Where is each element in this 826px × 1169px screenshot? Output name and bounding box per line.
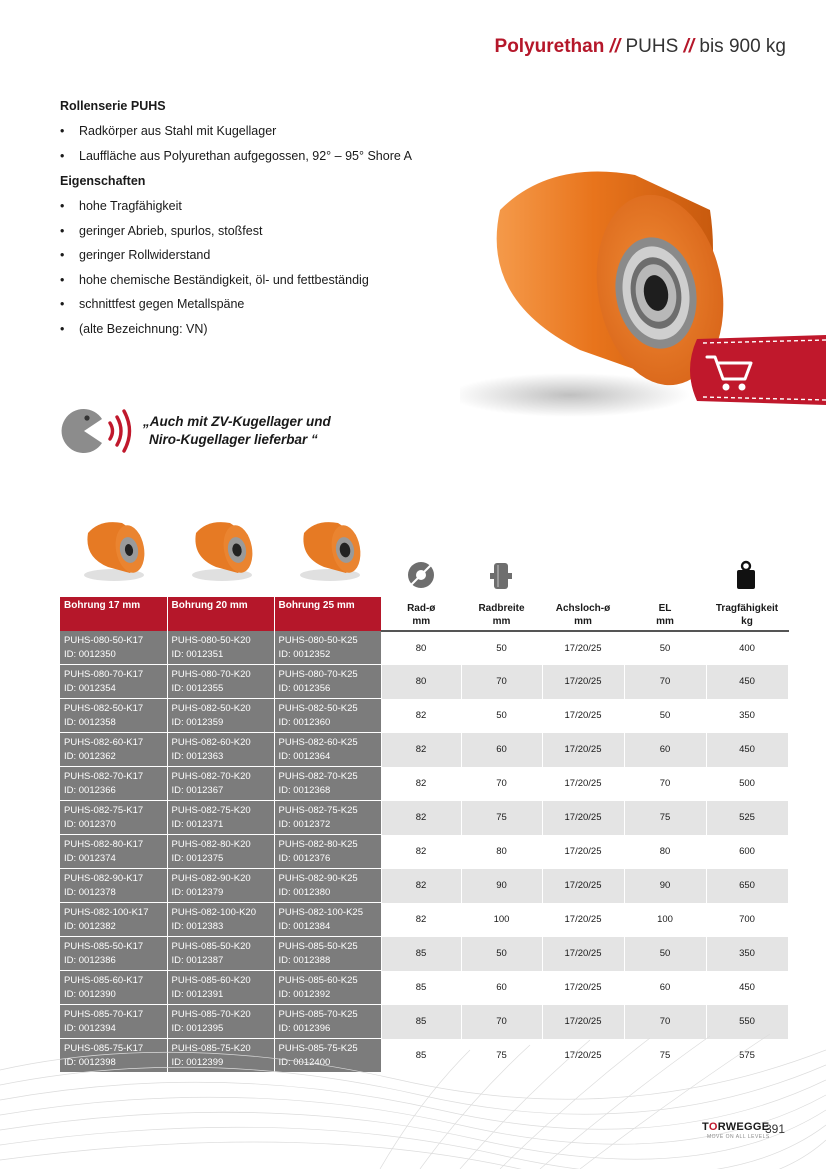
article-id: ID: 0012363 (171, 750, 224, 762)
list-item (60, 292, 460, 317)
axle-bore-value: 17/20/25 (542, 835, 624, 869)
wheel-width-value: 75 (461, 801, 542, 835)
article-cell (274, 801, 381, 835)
article-cell (167, 835, 274, 869)
load-capacity-value: 350 (706, 937, 788, 971)
article-id: ID: 0012380 (278, 886, 331, 898)
wheel-diameter-value: 85 (381, 1005, 461, 1039)
article-id: ID: 0012356 (278, 682, 331, 694)
article-id: ID: 0012350 (64, 648, 116, 660)
article-id: ID: 0012354 (64, 682, 116, 694)
article-id: ID: 0012360 (278, 716, 331, 728)
list-item-text: hohe Tragfähigkeit (79, 199, 182, 213)
bullet: • (60, 248, 65, 262)
article-cell (274, 937, 381, 971)
page-number: 391 (765, 1122, 786, 1136)
article-cell (60, 971, 167, 1005)
list-item (60, 144, 460, 169)
shopping-cart-icon[interactable] (683, 333, 826, 407)
article-number: PUHS-082-100-K17 (64, 906, 149, 918)
article-number: PUHS-080-50-K25 (278, 634, 358, 646)
article-number: PUHS-082-90-K20 (171, 872, 251, 884)
article-id: ID: 0012378 (64, 886, 116, 898)
brand-text: RWEGGE (717, 1121, 770, 1133)
article-number: PUHS-085-75-K17 (64, 1042, 144, 1054)
article-number: PUHS-082-100-K25 (278, 906, 363, 918)
article-cell (274, 869, 381, 903)
article-cell (167, 665, 274, 699)
article-id: ID: 0012368 (278, 784, 331, 796)
article-number: PUHS-082-70-K17 (64, 770, 144, 782)
column-header-breite (461, 597, 542, 631)
article-number: PUHS-082-80-K25 (278, 838, 358, 850)
wheel-thumbnail-25 (296, 515, 368, 583)
article-number: PUHS-082-90-K17 (64, 872, 144, 884)
article-cell (60, 801, 167, 835)
wheel-diameter-value: 82 (381, 869, 461, 903)
table-row (60, 937, 788, 971)
article-number: PUHS-082-80-K20 (171, 838, 251, 850)
article-number: PUHS-082-50-K20 (171, 702, 251, 714)
column-label: Tragfähigkeit (715, 603, 779, 614)
article-cell (274, 971, 381, 1005)
list-item (60, 243, 460, 268)
article-cell (60, 835, 167, 869)
bore-header-25: Bohrung 25 mm (274, 597, 381, 631)
article-number: PUHS-085-75-K20 (171, 1042, 251, 1054)
axle-bore-value: 17/20/25 (542, 801, 624, 835)
wheel-diameter-value: 82 (381, 767, 461, 801)
hub-length-value: 70 (624, 665, 706, 699)
article-number: PUHS-085-60-K20 (171, 974, 251, 986)
hub-length-value: 50 (624, 937, 706, 971)
product-description (60, 96, 460, 344)
article-id: ID: 0012400 (278, 1056, 331, 1068)
wheel-width-value: 70 (461, 1005, 542, 1039)
bullet: • (60, 148, 65, 163)
article-id: ID: 0012355 (171, 682, 224, 694)
wheel-width-value: 50 (461, 699, 542, 733)
axle-bore-value: 17/20/25 (542, 971, 624, 1005)
hub-length-value: 80 (624, 835, 706, 869)
article-id: ID: 0012392 (278, 988, 331, 1000)
load-capacity-value: 400 (706, 631, 788, 665)
load-capacity-value: 550 (706, 1005, 788, 1039)
article-number: PUHS-082-70-K20 (171, 770, 251, 782)
table-row (60, 835, 788, 869)
article-cell (167, 801, 274, 835)
list-item-text: Radkörper aus Stahl mit Kugellager (79, 124, 277, 138)
table-row (60, 869, 788, 903)
article-id: ID: 0012352 (278, 648, 331, 660)
load-capacity-value: 500 (706, 767, 788, 801)
article-id: ID: 0012358 (64, 716, 116, 728)
article-cell (60, 733, 167, 767)
article-number: PUHS-082-80-K17 (64, 838, 144, 850)
article-id: ID: 0012384 (278, 920, 331, 932)
article-cell (274, 665, 381, 699)
article-number: PUHS-080-50-K17 (64, 634, 144, 646)
brand-text-accent: O (708, 1121, 718, 1133)
article-cell (167, 733, 274, 767)
article-id: ID: 0012395 (171, 1022, 224, 1034)
axle-bore-value: 17/20/25 (542, 665, 624, 699)
hub-length-value: 50 (624, 699, 706, 733)
bullet: • (60, 321, 65, 336)
table-row (60, 971, 788, 1005)
wheel-diameter-value: 80 (381, 631, 461, 665)
wheel-diameter-value: 82 (381, 835, 461, 869)
bore-header-20: Bohrung 20 mm (167, 597, 274, 631)
article-id: ID: 0012396 (278, 1022, 331, 1034)
hub-length-value: 60 (624, 733, 706, 767)
article-id: ID: 0012399 (171, 1056, 224, 1068)
hub-length-value: 70 (624, 767, 706, 801)
article-id: ID: 0012391 (171, 988, 224, 1000)
article-id: ID: 0012387 (171, 954, 224, 966)
promo-line-2: Niro-Kugellager lieferbar “ (149, 432, 318, 447)
sound-signal-icon (58, 405, 138, 457)
hub-length-value: 60 (624, 971, 706, 1005)
article-number: PUHS-080-70-K17 (64, 668, 144, 680)
article-id: ID: 0012398 (64, 1056, 116, 1068)
axle-bore-value: 17/20/25 (542, 631, 624, 665)
article-number: PUHS-085-60-K25 (278, 974, 358, 986)
hub-length-value: 50 (624, 631, 706, 665)
article-cell (60, 665, 167, 699)
wheel-diameter-value: 80 (381, 665, 461, 699)
table-header-row (60, 597, 788, 631)
column-unit: kg (741, 616, 753, 627)
article-number: PUHS-082-90-K25 (278, 872, 358, 884)
load-capacity-value: 575 (706, 1039, 788, 1073)
article-number: PUHS-085-50-K17 (64, 940, 144, 952)
load-capacity-value: 650 (706, 869, 788, 903)
properties-heading: Eigenschaften (60, 174, 146, 188)
load-capacity-value: 700 (706, 903, 788, 937)
article-number: PUHS-082-75-K25 (278, 804, 358, 816)
article-cell (274, 903, 381, 937)
series-title: PUHS (625, 36, 679, 57)
article-id: ID: 0012367 (171, 784, 224, 796)
axle-bore-value: 17/20/25 (542, 733, 624, 767)
article-number: PUHS-082-100-K20 (171, 906, 256, 918)
article-cell (274, 699, 381, 733)
article-number: PUHS-082-75-K20 (171, 804, 251, 816)
brand-tagline: MOVE ON ALL LEVELS (707, 1134, 770, 1140)
axle-bore-value: 17/20/25 (542, 699, 624, 733)
series-heading: Rollenserie PUHS (60, 99, 166, 113)
wheel-diameter-value: 82 (381, 903, 461, 937)
article-number: PUHS-080-70-K20 (171, 668, 251, 680)
bullet: • (60, 199, 65, 213)
column-unit: mm (412, 616, 431, 627)
load-capacity-value: 450 (706, 733, 788, 767)
bore-header-17: Bohrung 17 mm (60, 597, 167, 631)
article-id: ID: 0012388 (278, 954, 331, 966)
list-item-text: Lauffläche aus Polyurethan aufgegossen, 92° – 95° Shore A (79, 148, 412, 163)
article-id: ID: 0012374 (64, 852, 116, 864)
load-capacity-value: 600 (706, 835, 788, 869)
table-row (60, 733, 788, 767)
wheel-width-value: 60 (461, 971, 542, 1005)
axle-bore-value: 17/20/25 (542, 937, 624, 971)
article-cell (167, 937, 274, 971)
column-header-el (624, 597, 706, 631)
column-label: Radbreite (478, 603, 525, 614)
wheel-width-value: 75 (461, 1039, 542, 1073)
list-item (60, 194, 460, 219)
wheel-width-value: 80 (461, 835, 542, 869)
wheel-diameter-icon (406, 560, 436, 590)
title-separator: // (678, 36, 700, 57)
axle-bore-value: 17/20/25 (542, 1039, 624, 1073)
article-id: ID: 0012376 (278, 852, 331, 864)
article-cell (274, 631, 381, 665)
wheel-diameter-value: 82 (381, 801, 461, 835)
hub-length-value: 75 (624, 1039, 706, 1073)
article-number: PUHS-085-50-K20 (171, 940, 251, 952)
article-id: ID: 0012390 (64, 988, 116, 1000)
list-item (60, 119, 460, 144)
wheel-width-value: 90 (461, 869, 542, 903)
article-number: PUHS-085-70-K17 (64, 1008, 144, 1020)
column-label: EL (658, 603, 672, 614)
article-number: PUHS-082-50-K17 (64, 702, 144, 714)
article-number: PUHS-082-70-K25 (278, 770, 358, 782)
wheel-diameter-value: 85 (381, 937, 461, 971)
article-id: ID: 0012371 (171, 818, 224, 830)
weight-icon (736, 560, 756, 590)
background-wave-graphic (0, 1010, 826, 1169)
load-capacity-value: 525 (706, 801, 788, 835)
promo-line-1: „Auch mit ZV-Kugellager und (143, 414, 331, 429)
article-number: PUHS-085-50-K25 (278, 940, 358, 952)
article-number: PUHS-080-50-K20 (171, 634, 251, 646)
article-id: ID: 0012372 (278, 818, 331, 830)
brand-logo (702, 1121, 769, 1133)
table-row (60, 665, 788, 699)
article-id: ID: 0012362 (64, 750, 116, 762)
load-title: bis 900 kg (699, 36, 786, 57)
article-cell (274, 835, 381, 869)
article-number: PUHS-082-60-K20 (171, 736, 251, 748)
column-unit: mm (492, 616, 511, 627)
article-cell (60, 767, 167, 801)
article-cell (167, 869, 274, 903)
table-row (60, 801, 788, 835)
table-row (60, 767, 788, 801)
wheel-thumbnail-17 (80, 515, 152, 583)
article-id: ID: 0012386 (64, 954, 116, 966)
article-cell (60, 699, 167, 733)
article-id: ID: 0012382 (64, 920, 116, 932)
article-id: ID: 0012351 (171, 648, 224, 660)
column-header-tragfaehigkeit (706, 597, 788, 631)
article-cell (167, 971, 274, 1005)
column-header-rad (381, 597, 461, 631)
article-id: ID: 0012359 (171, 716, 224, 728)
axle-bore-value: 17/20/25 (542, 869, 624, 903)
column-unit: mm (656, 616, 674, 627)
column-label: Rad-ø (407, 603, 436, 614)
bullet: • (60, 124, 65, 138)
article-number: PUHS-082-50-K25 (278, 702, 358, 714)
spec-table (60, 597, 789, 1073)
spec-table-body (60, 631, 788, 1073)
load-capacity-value: 450 (706, 665, 788, 699)
list-item-text: hohe chemische Beständigkeit, öl- und fettbeständig (79, 272, 369, 287)
wheel-diameter-value: 85 (381, 1039, 461, 1073)
wheel-width-value: 60 (461, 733, 542, 767)
article-cell (60, 631, 167, 665)
wheel-diameter-value: 82 (381, 699, 461, 733)
article-number: PUHS-080-70-K25 (278, 668, 358, 680)
table-row (60, 903, 788, 937)
wheel-width-value: 100 (461, 903, 542, 937)
list-item-text: schnittfest gegen Metallspäne (79, 297, 245, 311)
article-cell (60, 937, 167, 971)
material-title: Polyurethan (494, 36, 605, 57)
axle-bore-value: 17/20/25 (542, 767, 624, 801)
promo-note (143, 413, 331, 449)
wheel-thumbnail-20 (188, 515, 260, 583)
brand-text: T (702, 1121, 709, 1133)
axle-bore-value: 17/20/25 (542, 903, 624, 937)
article-cell (60, 869, 167, 903)
load-capacity-value: 350 (706, 699, 788, 733)
article-id: ID: 0012364 (278, 750, 331, 762)
wheel-diameter-value: 85 (381, 971, 461, 1005)
axle-bore-value: 17/20/25 (542, 1005, 624, 1039)
article-cell (167, 767, 274, 801)
list-item (60, 268, 460, 293)
table-row (60, 631, 788, 665)
list-item-text: (alte Bezeichnung: VN) (79, 321, 208, 336)
table-row (60, 699, 788, 733)
article-number: PUHS-082-60-K25 (278, 736, 358, 748)
article-cell (60, 903, 167, 937)
article-id: ID: 0012379 (171, 886, 224, 898)
column-label: Achsloch-ø (555, 603, 611, 614)
article-id: ID: 0012394 (64, 1022, 116, 1034)
article-cell (274, 767, 381, 801)
article-id: ID: 0012375 (171, 852, 224, 864)
list-item (60, 219, 460, 244)
series-list (60, 119, 460, 168)
article-number: PUHS-085-60-K17 (64, 974, 144, 986)
hub-length-value: 75 (624, 801, 706, 835)
column-unit: mm (574, 616, 592, 627)
article-cell (167, 631, 274, 665)
article-number: PUHS-082-75-K17 (64, 804, 144, 816)
article-id: ID: 0012366 (64, 784, 116, 796)
wheel-width-value: 50 (461, 631, 542, 665)
bullet: • (60, 272, 65, 287)
wheel-width-value: 70 (461, 767, 542, 801)
list-item-text: geringer Abrieb, spurlos, stoßfest (79, 223, 263, 238)
wheel-width-icon (490, 560, 512, 592)
wheel-width-value: 50 (461, 937, 542, 971)
hub-length-value: 90 (624, 869, 706, 903)
properties-list (60, 194, 460, 341)
bullet: • (60, 297, 65, 311)
wheel-width-value: 70 (461, 665, 542, 699)
article-number: PUHS-085-70-K25 (278, 1008, 358, 1020)
article-number: PUHS-085-75-K25 (278, 1042, 358, 1054)
title-separator: // (604, 36, 626, 57)
article-cell (167, 903, 274, 937)
article-id: ID: 0012370 (64, 818, 116, 830)
load-capacity-value: 450 (706, 971, 788, 1005)
column-header-achsloch (542, 597, 624, 631)
article-number: PUHS-082-60-K17 (64, 736, 144, 748)
article-id: ID: 0012383 (171, 920, 224, 932)
article-number: PUHS-085-70-K20 (171, 1008, 251, 1020)
bullet: • (60, 223, 65, 238)
article-cell (167, 699, 274, 733)
wheel-diameter-value: 82 (381, 733, 461, 767)
article-cell (274, 733, 381, 767)
list-item-text: geringer Rollwiderstand (79, 248, 211, 262)
list-item (60, 317, 460, 342)
page-title (495, 36, 786, 58)
hub-length-value: 70 (624, 1005, 706, 1039)
hub-length-value: 100 (624, 903, 706, 937)
